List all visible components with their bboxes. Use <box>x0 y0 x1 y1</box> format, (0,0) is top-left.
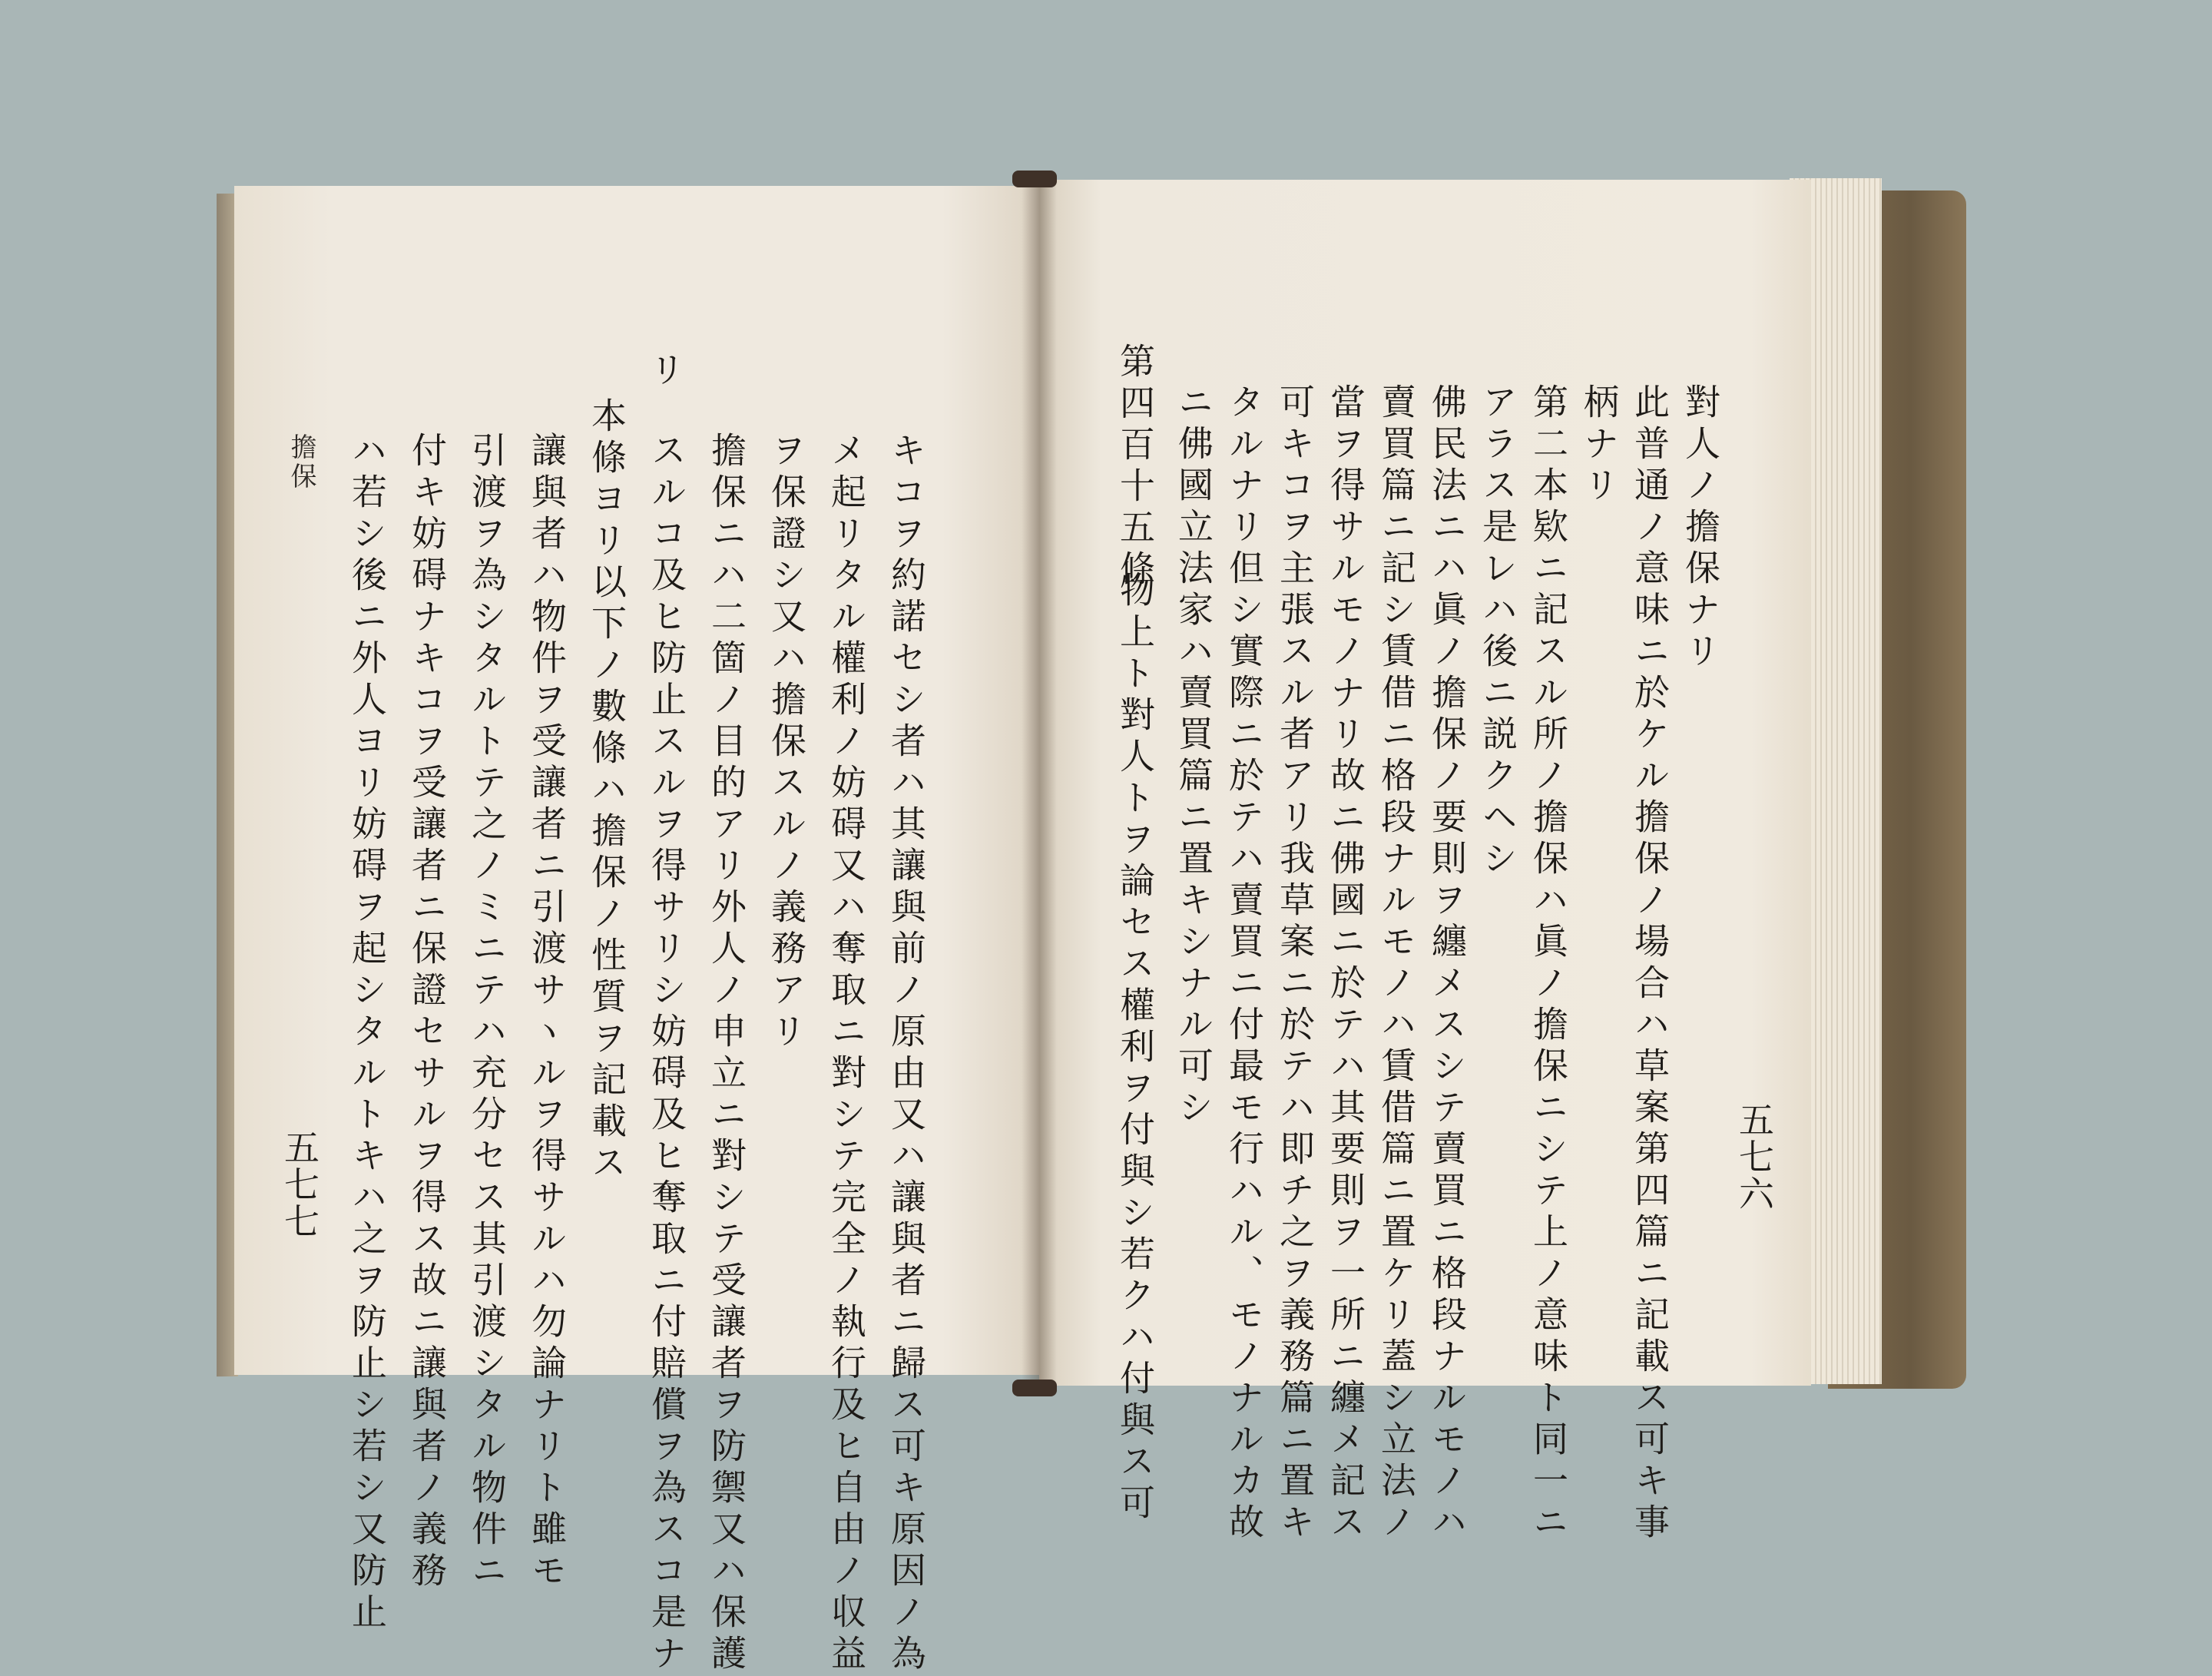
text-line: 引渡ヲ為シタルトテ之ノミニテハ充分セス其引渡シタル物件ニ <box>466 432 508 1593</box>
article-number: 第四百十五條 <box>1114 343 1156 591</box>
left-page <box>234 186 1039 1676</box>
page-number-right: 五七六 <box>1734 1101 1775 1212</box>
text-line: ヲ保證シ又ハ擔保スルノ義務アリ <box>766 432 807 1054</box>
spine-top <box>1012 171 1057 187</box>
page-number-left: 五七七 <box>279 1129 320 1240</box>
book-gutter <box>1022 177 1057 1390</box>
text-line: リ <box>644 351 686 393</box>
text-line: メ起リタル權利ノ妨碍又ハ奪取ニ對シテ完全ノ執行及ヒ自由ノ収益 <box>826 432 867 1676</box>
text-line: 付キ妨碍ナキコヲ受讓者ニ保證セサルヲ得ス故ニ讓與者ノ義務 <box>406 432 448 1593</box>
running-header: 擔保 <box>286 433 316 492</box>
text-line: タルナリ但シ實際ニ於テハ賣買ニ付最モ行ハル、モノナルカ故 <box>1224 383 1265 1545</box>
text-line: 佛民法ニハ眞ノ擔保ノ要則ヲ纏メスシテ賣買ニ格段ナルモノハ <box>1426 383 1468 1545</box>
text-line: 擔保ニハ二箇ノ目的アリ外人ノ申立ニ對シテ受讓者ヲ防禦又ハ保護 <box>706 432 747 1676</box>
text-line: 柄ナリ <box>1578 383 1620 508</box>
text-line: アラス是レハ後ニ説クヘシ <box>1477 383 1518 881</box>
text-line: 對人ノ擔保ナリ <box>1680 383 1721 674</box>
text-line: キコヲ約諾セシ者ハ其讓與前ノ原由又ハ讓與者ニ歸ス可キ原因ノ為 <box>886 432 927 1676</box>
text-line: 可キコヲ主張スル者アリ我草案ニ於テハ即チ之ヲ義務篇ニ置キ <box>1274 383 1316 1545</box>
spine-bottom <box>1012 1380 1057 1396</box>
right-page <box>1039 180 1811 1545</box>
text-line: 第二本欵ニ記スル所ノ擔保ハ眞ノ擔保ニシテ上ノ意味ト同一ニ <box>1528 383 1569 1545</box>
text-line: 讓與者ハ物件ヲ受讓者ニ引渡サヽルヲ得サルハ勿論ナリト雖モ <box>526 432 568 1593</box>
text-line: 當ヲ得サルモノナリ故ニ佛國ニ於テハ其要則ヲ一所ニ纏メ記ス <box>1325 383 1366 1545</box>
text-line: 賣買篇ニ記シ賃借ニ格段ナルモノハ賃借篇ニ置ケリ蓋シ立法ノ <box>1376 383 1417 1545</box>
text-line: 物上ト對人トヲ論セス權利ヲ付與シ若クハ付與ス可 <box>1114 571 1156 1525</box>
text-line: スルコ及ヒ防止スルヲ得サリシ妨碍及ヒ奪取ニ付賠償ヲ為スコ是ナ <box>646 432 687 1676</box>
text-line: 此普通ノ意味ニ於ケル擔保ノ場合ハ草案第四篇ニ記載ス可キ事 <box>1629 383 1671 1545</box>
text-line: 本條ヨリ以下ノ數條ハ擔保ノ性質ヲ記載ス <box>586 397 628 1185</box>
text-line: ハ若シ後ニ外人ヨリ妨碍ヲ起シタルトキハ之ヲ防止シ若シ又防止 <box>346 432 388 1635</box>
text-line: ニ佛國立法家ハ賣買篇ニ置キシナル可シ <box>1173 383 1214 1130</box>
